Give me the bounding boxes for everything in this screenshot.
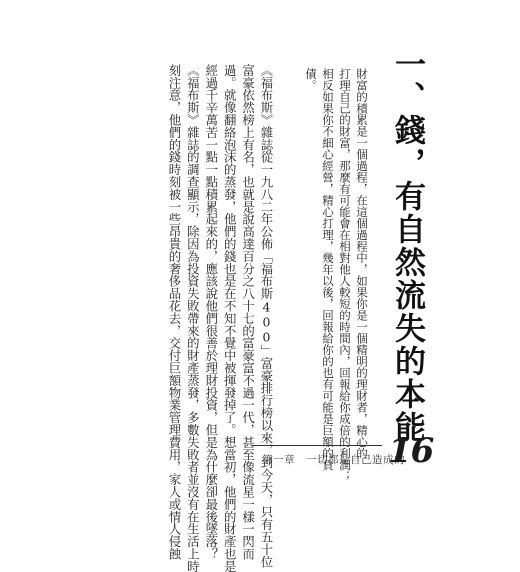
chapter-intro: 財富的積累是一個過程，在這個過程中，如果你是一個精明的理財者，精心的 打理自己的財富，那麼有可能會在相對他人較短的時間內，回報給你成倍的利潤； 相反如果你不細心經營，精心打理，幾年以後，回報給你的也有可能是巨額的負 債。 xyxy=(304,68,369,482)
footer-rule xyxy=(252,445,382,446)
page-number: 16 xyxy=(388,431,434,471)
running-head: 第一章 一切都是自己造成的 xyxy=(262,454,405,466)
chapter-title: 一、錢，有自然流失的本能 xyxy=(389,48,425,444)
body-text: 《福布斯》雜誌從一九八二年公佈「福布斯400」富豪排行榜以來，到今天，只有五十位 富豪依然榜上有名，也就是說高達百分之八十七的富豪富不過一代，甚至像流星一樣一閃而 過。就像翻絡泡沫的蒸發，他們的錢也是在不知不覺中被揮發掉了。想當初，他們的財產也是 經過千辛萬苦一點一點積累起來的，應該說他們很善於理財投資，但是為什麼卻最後墜落？ 《福布斯》雜誌的調查顯示，除因為投資失敗帶來的財產蒸發，多數失敗者並沒有在生活上時 刻注意，他們的錢時刻被一些昂貴的奢侈品花去，交付巨額物業管理費用，家人或情人侵蝕 xyxy=(166,64,274,572)
